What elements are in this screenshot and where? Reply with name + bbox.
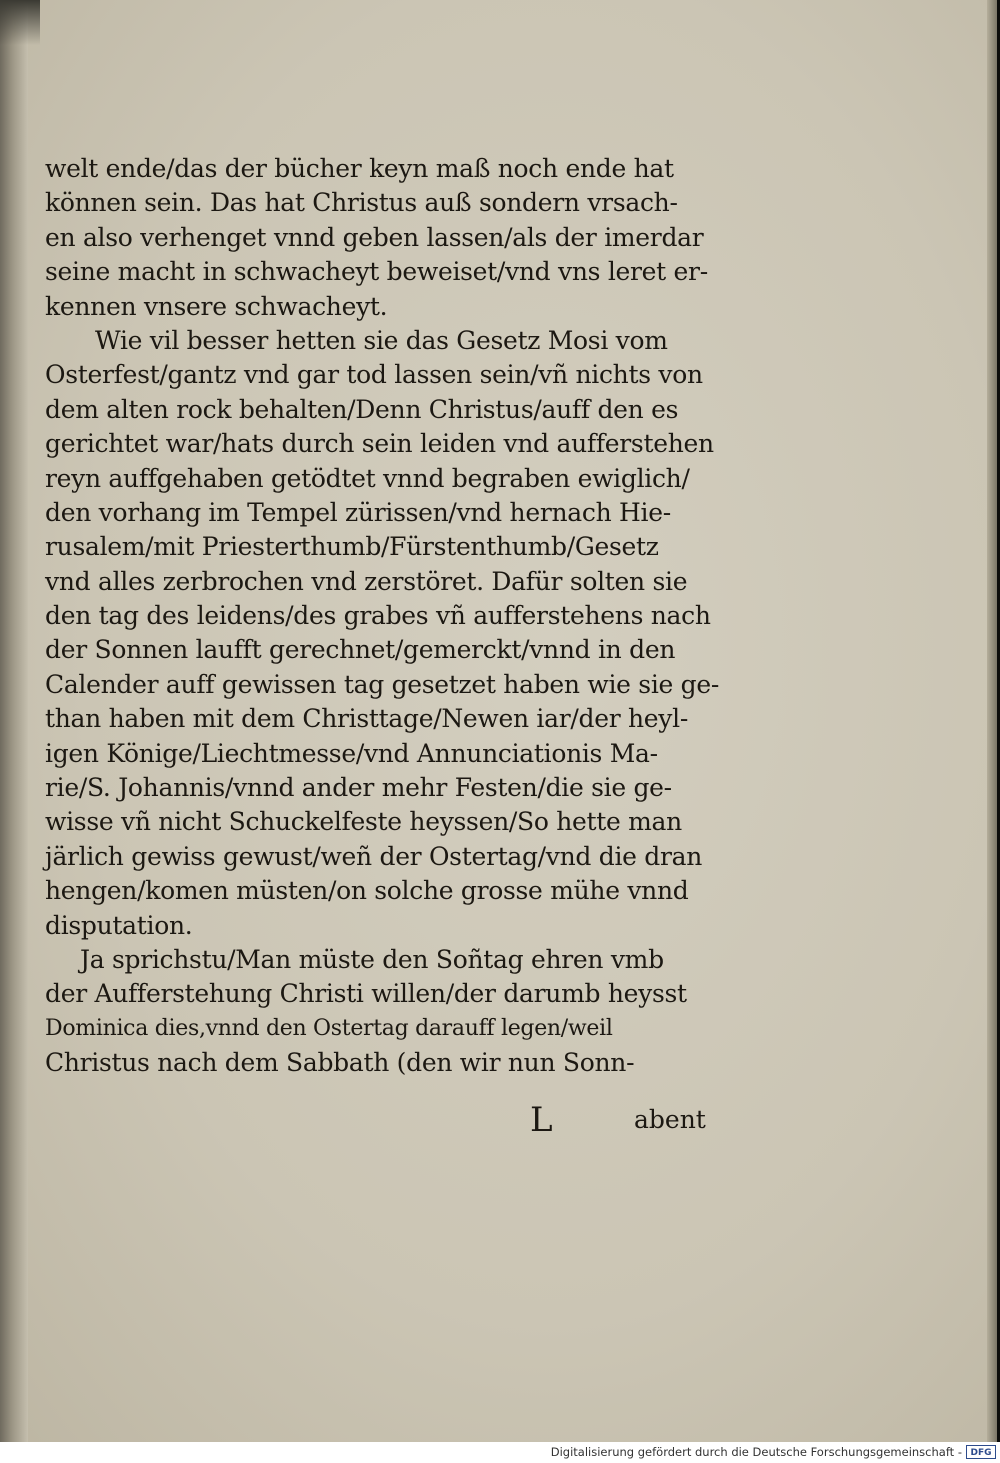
text-line: den vorhang im Tempel zürissen/vnd hernach Hie- [45,497,671,527]
text-line: igen Könige/Liechtmesse/vnd Annunciationis Ma- [45,738,658,768]
text-line: kennen vnsere schwacheyt. [45,291,388,321]
text-line: Calender auff gewissen tag gesetzet haben wie sie ge- [45,669,720,699]
text-line: järlich gewiss gewust/weñ der Ostertag/vnd die dran [45,841,703,871]
page-edge [987,0,997,1442]
text-line: der Sonnen laufft gerechnet/gemerckt/vnnd in den [45,635,676,665]
text-line: der Aufferstehung Christi willen/der darumb heysst [45,979,687,1009]
text-line: welt ende/das der bücher keyn maß noch ende hat [45,154,674,183]
page-corner-shadow [0,0,40,45]
text-line: seine macht in schwacheyt beweiset/vnd vns leret er- [45,257,708,287]
text-line: Dominica dies,vnnd den Ostertag darauff legen/weil [45,1015,613,1041]
text-line: rie/S. Johannis/vnnd ander mehr Festen/die sie ge- [45,773,672,803]
page-gutter [0,0,28,1442]
paragraph-first-line: Wie vil besser hetten sie das Gesetz Mosi vom [95,325,668,355]
text-block [45,152,735,1081]
text-line: disputation. [45,910,193,940]
text-line: dem alten rock behalten/Denn Christus/auff den es [45,394,679,424]
text-line: en also verhenget vnnd geben lassen/als der imerdar [45,222,704,252]
text-line: rusalem/mit Priesterthumb/Fürstenthumb/Gesetz [45,532,659,562]
dfg-logo: DFG [966,1445,996,1459]
text-line: können sein. Das hat Christus auß sondern vrsach- [45,188,678,218]
credit-bar [0,1442,1000,1463]
text-line: den tag des leidens/des grabes vñ aufferstehens nach [45,601,711,631]
text-line: vnd alles zerbrochen vnd zerstöret. Dafür solten sie [45,566,688,596]
text-line: reyn auffgehaben getödtet vnnd begraben ewiglich/ [45,463,690,493]
page-foot [0,1100,1000,1140]
signature-mark: L [530,1100,553,1140]
text-line: Osterfest/gantz vnd gar tod lassen sein/vñ nichts von [45,360,703,390]
text-line: Christus nach dem Sabbath (den wir nun Sonn- [45,1048,635,1078]
text-line: hengen/komen müsten/on solche grosse mühe vnnd [45,876,689,906]
text-line: gerichtet war/hats durch sein leiden vnd aufferstehen [45,429,714,459]
paragraph-first-line: Ja sprichstu/Man müste den Soñtag ehren vmb [80,944,664,974]
text-line: than haben mit dem Christtage/Newen iar/der heyl- [45,704,688,734]
text-line: wisse vñ nicht Schuckelfeste heyssen/So hette man [45,807,682,837]
funding-credit: Digitalisierung gefördert durch die Deutsche Forschungsgemeinschaft - [550,1445,962,1459]
catchword: abent [634,1105,706,1134]
